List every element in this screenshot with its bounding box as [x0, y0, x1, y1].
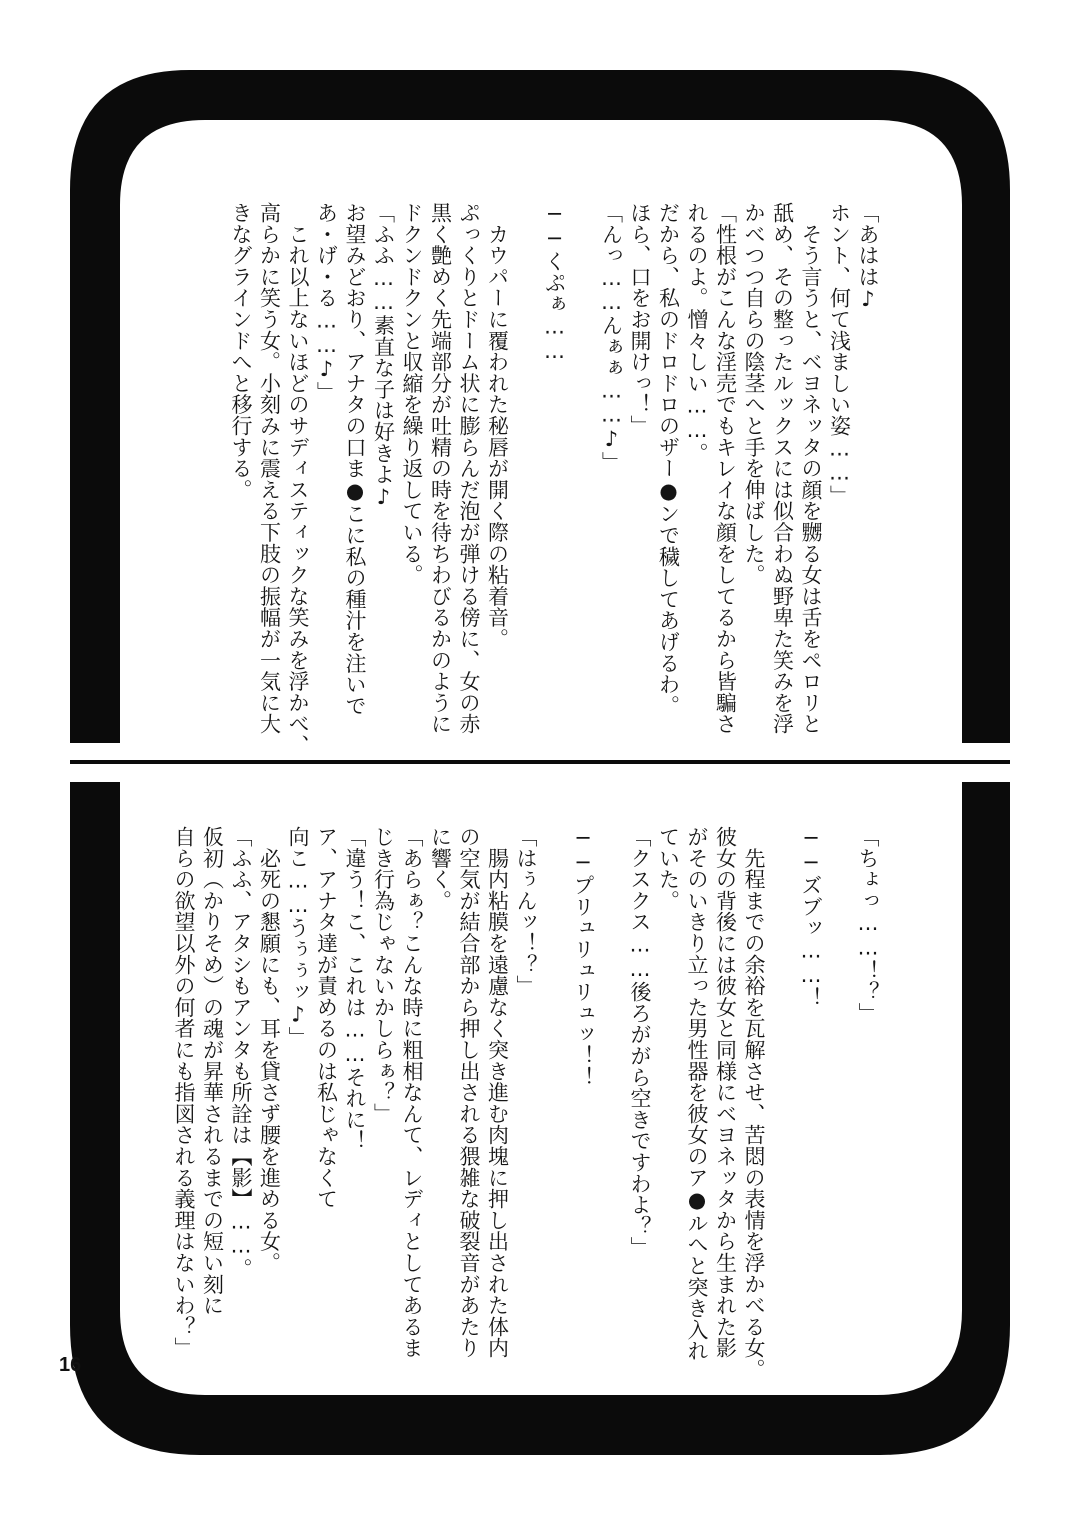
text-line: ていた。	[656, 826, 681, 912]
text-line: がそのいきり立った男性器を彼女のア●ルへと突き入れ	[685, 826, 709, 1362]
top-panel-text	[177, 202, 882, 756]
text-line: ぷっくりとドーム状に膨らんだ泡が弾ける傍に、女の赤	[457, 202, 481, 735]
text-line: 「あはは♪	[856, 202, 880, 312]
text-line: 必死の懇願にも、耳を貸さず腰を進める女。	[257, 826, 282, 1274]
text-line: 「はぅんッ！？」	[514, 826, 538, 997]
text-line: 先程までの余裕を瓦解させ、苦悶の表情を浮かべる女。	[742, 826, 766, 1380]
text-line: ホント、何て浅ましい姿……」	[827, 202, 852, 507]
text-line: 舐め、その整ったルックスには似合わぬ野卑た笑みを浮	[770, 202, 795, 735]
text-line	[569, 202, 598, 722]
text-line: じき行為じゃないかしらぁ？」	[371, 826, 396, 1125]
text-line: ドクンドクンと収縮を繰り返している。	[400, 202, 424, 586]
text-line: 「性根がこんな淫売でもキレイな顔をしてるから皆騙さ	[713, 202, 738, 735]
text-line: 「違う！こ、これは……それに！	[343, 826, 367, 1152]
text-line: 「ふふ……素直な子は好きよ♪	[371, 202, 396, 510]
text-line: あ・げ・る……♪」	[314, 202, 339, 403]
text-line: 「ちょっ……！？」	[856, 826, 880, 1024]
text-line: の空気が結合部から押し出される猥雑な破裂音があたり	[457, 826, 481, 1359]
text-line: 黒く艶めく先端部分が吐精の時を待ちわびるかのように	[428, 202, 453, 735]
text-line: きなグラインドへと移行する。	[229, 202, 253, 501]
text-line: 「んっ……んぁぁ……♪」	[599, 202, 624, 473]
bottom-panel-text	[172, 826, 882, 1380]
text-line: お望みどおり、アナタの口ま●こに私の種汁を注いで	[343, 202, 367, 717]
text-line: 腸内粘膜を遠慮なく突き進む肉塊に押し出された体内	[485, 826, 510, 1359]
text-line: かべつつ自らの陰茎へと手を伸ばした。	[742, 202, 766, 586]
text-line: ア、アナタ達が責めるのは私じゃなくて	[314, 826, 339, 1210]
text-line: そう言うと、ベヨネッタの顔を嬲る女は舌をペロリと	[799, 202, 823, 735]
text-line: カウパーに覆われた秘唇が開く際の粘着音。	[485, 202, 510, 650]
text-line: れるのよ。憎々しい……。	[685, 202, 709, 464]
text-line: だから、私のドロドロのザー●ンで穢してあげるわ。	[656, 202, 681, 717]
text-line: これ以上ないほどのサディスティックな笑みを浮かべ、	[286, 202, 310, 756]
text-line: 仮初（かりそめ）の魂が昇華されるまでの短い刻に	[200, 826, 225, 1316]
panel-divider	[70, 760, 1010, 764]
text-line: ──ズブッ……！	[799, 826, 823, 1009]
text-line: 自らの欲望以外の何者にも指図される義理はないわ？」	[172, 826, 196, 1359]
text-line: 「クスクス……後ろががら空きですわよ？」	[628, 826, 652, 1258]
text-line	[540, 826, 569, 1346]
text-line: ──くぷぁ……	[542, 202, 567, 364]
text-line: ほら、口をお開けっ！」	[628, 202, 652, 437]
text-line: 向こ……うぅぅッ♪」	[286, 826, 310, 1048]
text-line: ──プリュリュリュッ！！	[571, 826, 595, 1088]
text-line	[512, 202, 541, 722]
text-line	[597, 826, 626, 1346]
text-line: 彼女の背後には彼女と同様にベヨネッタから生まれた影	[713, 826, 738, 1359]
text-line	[825, 826, 854, 1346]
page-number: 16	[59, 1354, 82, 1376]
text-line: 「あらぁ？こんな時に粗相なんて、レディとしてあるま	[400, 826, 424, 1359]
text-line	[768, 826, 797, 1346]
text-line: 高らかに笑う女。小刻みに震える下肢の振幅が一気に大	[257, 202, 282, 735]
text-line: 「ふふ、アタシもアンタも所詮は【影】……。	[229, 826, 253, 1280]
text-line: に響く。	[428, 826, 453, 912]
